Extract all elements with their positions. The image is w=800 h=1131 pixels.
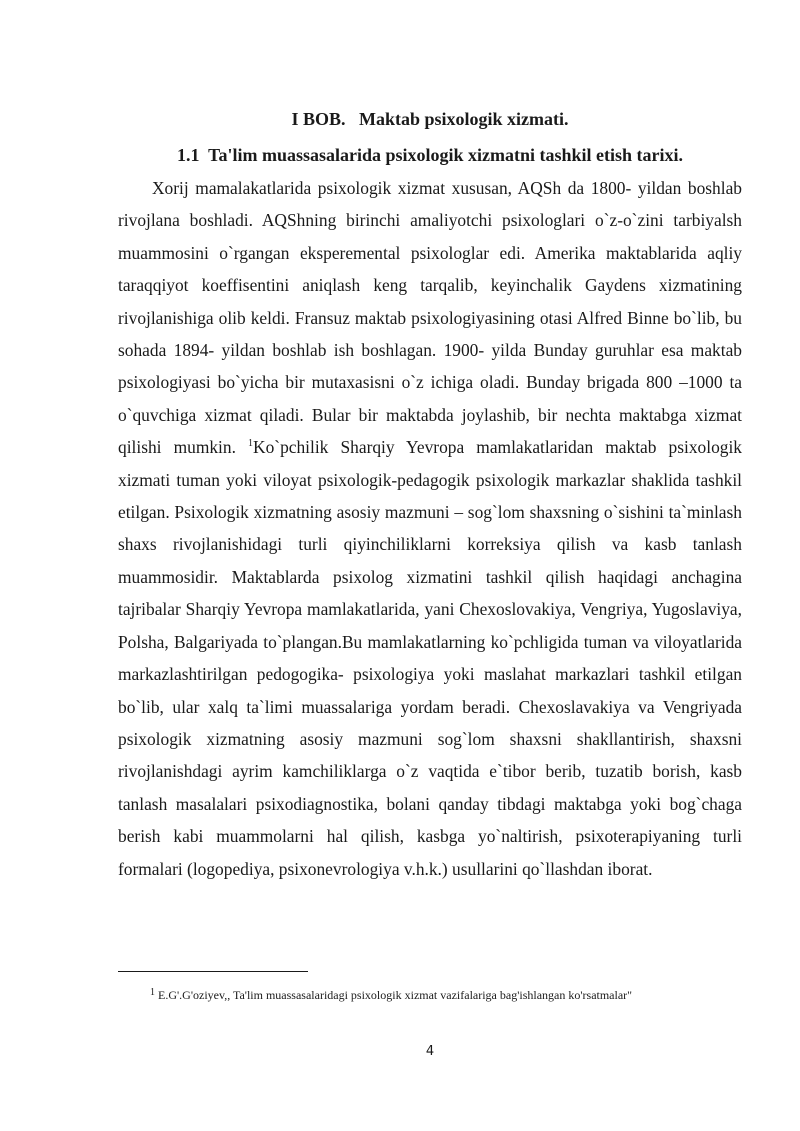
body-text-part-1: Xorij mamalakatlarida psixologik xizmat xususan, AQSh da 1800- yildan boshlab rivojlana boshladi. AQShning birinchi amaliyotchi psixologlari o`z-o`zini tarbiyalsh muammosini o`rgangan eksperemental psixologlar edi. Amerika maktablarida aqliy taraqqiyot koeffisentini aniqlash keng tarqalib, keyinchalik Gaydens xizmatining rivojlanishiga olib keldi. Fransuz maktab psixologiyasining otasi Alfred Binne bo`lib, bu sohada 1894- yildan boshlab ish boshlagan. 1900- yilda Bunday guruhlar esa maktab psixologiyasi bo`yicha bir mutaxasisni o`z ichiga oladi. Bunday brigada 800 –1000 ta o`quvchiga xizmat qiladi. Bular bir maktabda joylashib, bir nechta maktabga xizmat qilishi mumkin.: [118, 178, 742, 458]
footnote-separator: [118, 971, 308, 972]
chapter-title: I BOB. Maktab psixologik xizmati.: [291, 109, 569, 129]
footnote-text: E.G'.G'oziyev,, Ta'lim muassasalaridagi psixologik xizmat vazifalariga bag'ishlangan ko'rsatmalar": [158, 988, 633, 1002]
footnote: [150, 985, 750, 1003]
footnote-number: 1: [150, 987, 155, 998]
section-title: 1.1 Ta'lim muassasalarida psixologik xizmatni tashkil etish tarixi.: [176, 145, 684, 165]
body-text-part-2: Ko`pchilik Sharqiy Yevropa mamlakatlaridan maktab psixologik xizmati tuman yoki viloyat psixologik-pedagogik psixologik markazlar shaklida tashkil etilgan. Psixologik xizmatning asosiy mazmuni – sog`lom shaxsning o`sishini ta`minlash shaxs rivojlanishidagi turli qiyinchiliklarni korreksiya qilish va kasb tanlash muammosidir. Maktablarda psixolog xizmatini tashkil qilish haqidagi anchagina tajribalar Sharqiy Yevropa mamlakatlarida, yani Chexoslovakiya, Vengriya, Yugoslaviya, Polsha, Balgariyada to`plangan.Bu mamlakatlarning ko`pchligida tuman va viloyatlarida markazlashtirilgan pedogogika- psixologiya yoki maslahat markazlari tashkil etilgan bo`lib, ular xalq ta`limi muassalariga yordam beradi. Chexoslavakiya va Vengriyada psixologik xizmatning asosiy mazmuni sog`lom shaxsni shakllantirish, shaxsni rivojlanishdagi ayrim kamchiliklarga o`z vaqtida e`tibor berib, tuzatib borish, kasb tanlash masalalari psixodiagnostika, bolani qanday tibdagi maktabga yoki bog`chaga berish kabi muammolarni hal qilish, kasbga yo`naltirish, psixoterapiyaning turli formalari (logopediya, psixonevrologiya v.h.k.) usullarini qo`llashdan iborat.: [118, 437, 742, 879]
body-paragraph: [118, 172, 742, 885]
footnote-reference: 1: [248, 438, 254, 450]
page-number: 4: [425, 1044, 435, 1059]
